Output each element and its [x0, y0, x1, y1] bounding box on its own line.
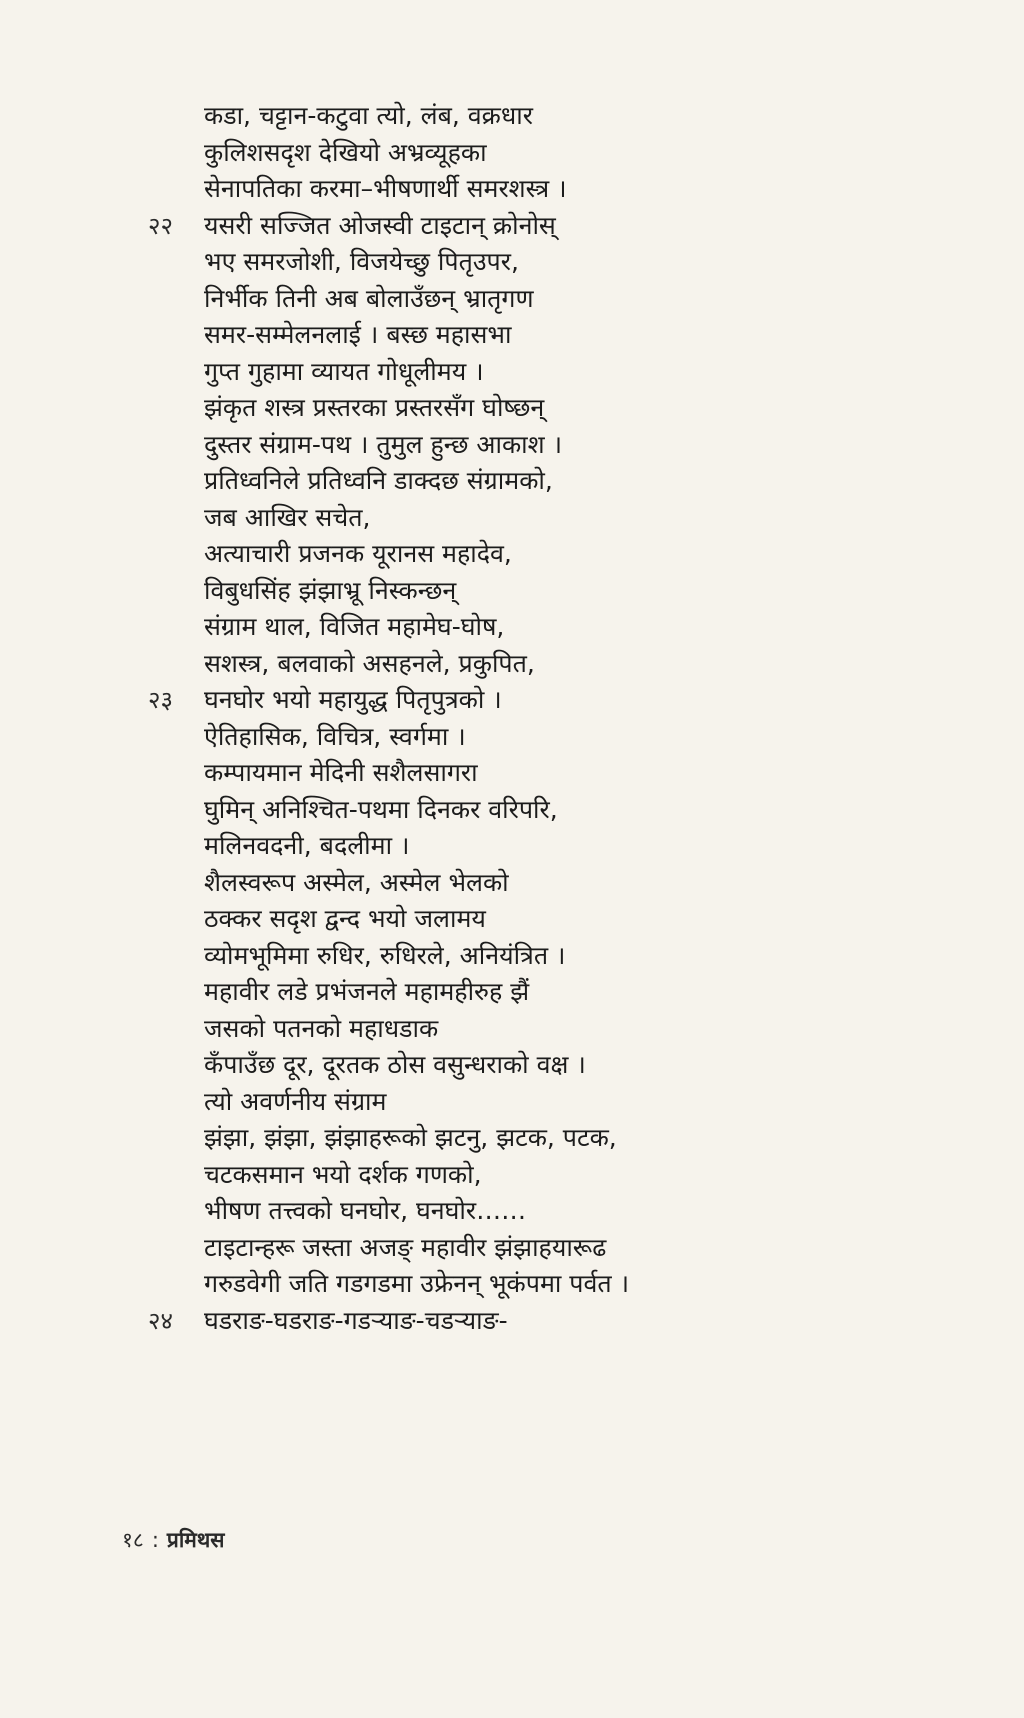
poem-line-text: ऐतिहासिक, विचित्र, स्वर्गमा । [204, 721, 466, 751]
poem-line-text: समर-सम्मेलनलाई । बस्छ महासभा [204, 320, 512, 349]
poem-line [0, 1157, 1024, 1194]
poem-body [0, 98, 1024, 1339]
footer-separator: : [151, 1528, 159, 1552]
poem-line-text: घडराङ-घडराङ-गडऱ्याङ-चडऱ्याङ- [204, 1305, 508, 1335]
poem-line [0, 901, 1024, 938]
poem-line-text: घनघोर भयो महायुद्ध पितृपुत्रको । [204, 685, 502, 714]
poem-line [0, 317, 1024, 354]
poem-line-text: घुमिन् अनिश्चित-पथमा दिनकर वरिपरि, [204, 794, 558, 824]
poem-line-text: भीषण तत्त्वको घनघोर, घनघोर…… [204, 1196, 527, 1225]
poem-line-text: मलिनवदनी, बदलीमा । [204, 831, 410, 860]
poem-line-text: निर्भीक तिनी अब बोलाउँछन् भ्रातृगण [204, 283, 534, 313]
poem-line-text: कम्पायमान मेदिनी सशैलसागरा [204, 758, 478, 787]
poem-line [0, 938, 1024, 975]
poem-line-text: महावीर लडे प्रभंजनले महामहीरुह झैं [204, 977, 530, 1006]
poem-line [0, 536, 1024, 573]
poem-line-text: यसरी सज्जित ओजस्वी टाइटान् क्रोनोस् [204, 210, 556, 240]
poem-line [0, 755, 1024, 792]
poem-line [0, 1047, 1024, 1084]
poem-line [0, 573, 1024, 610]
poem-line-text: सशस्त्र, बलवाको असहनले, प्रकुपित, [204, 648, 535, 678]
poem-line-text: कँपाउँछ दूर, दूरतक ठोस वसुन्धराको वक्ष । [204, 1050, 586, 1079]
poem-line [0, 1230, 1024, 1267]
poem-line-text: टाइटान्हरू जस्ता अजङ् महावीर झंझाहयारूढ [204, 1232, 607, 1262]
poem-line-text: संग्राम थाल, विजित महामेघ-घोष, [204, 612, 505, 641]
page-footer [122, 1525, 224, 1555]
poem-line [0, 865, 1024, 902]
page-number: १८ [122, 1528, 144, 1552]
poem-line [0, 609, 1024, 646]
verse-number: २२ [148, 211, 173, 240]
poem-line [0, 208, 1024, 245]
poem-line-text: अत्याचारी प्रजनक यूरानस महादेव, [204, 539, 512, 568]
poem-line [0, 1193, 1024, 1230]
poem-line [0, 646, 1024, 683]
book-title: प्रमिथस [166, 1528, 225, 1552]
verse-number: २३ [148, 686, 173, 714]
poem-line [0, 792, 1024, 829]
poem-line-text: सेनापतिका करमा–भीषणार्थी समरशस्त्र । [204, 174, 567, 203]
poem-line [0, 171, 1024, 208]
poem-line [0, 682, 1024, 719]
poem-line [0, 719, 1024, 756]
poem-line [0, 281, 1024, 318]
poem-line [0, 1084, 1024, 1121]
poem-line [0, 354, 1024, 391]
verse-number: २४ [148, 1306, 173, 1335]
poem-line [0, 1266, 1024, 1303]
poem-line-text: दुस्तर संग्राम-पथ । तुमुल हुन्छ आकाश । [204, 429, 563, 459]
poem-line-text: त्यो अवर्णनीय संग्राम [204, 1086, 387, 1116]
poem-line [0, 1011, 1024, 1048]
poem-line-text: जब आखिर सचेत, [204, 502, 371, 532]
poem-line [0, 244, 1024, 281]
poem-line-text: झंझा, झंझा, झंझाहरूको झटनु, झटक, पटक, [204, 1123, 617, 1152]
poem-line-text: कुलिशसदृश देखियो अभ्रव्यूहका [204, 137, 487, 167]
poem-line-text: गरुडवेगी जति गडगडमा उफ्रेनन् भूकंपमा पर्वत । [204, 1269, 630, 1298]
poem-line-text: चटकसमान भयो दर्शक गणको, [204, 1159, 482, 1189]
poem-line-text: झंकृत शस्त्र प्रस्तरका प्रस्तरसँग घोष्छन् [204, 393, 545, 422]
poem-line [0, 1303, 1024, 1340]
poem-line-text: ठक्कर सदृश द्वन्द भयो जलामय [204, 904, 486, 933]
poem-line [0, 828, 1024, 865]
poem-line [0, 1120, 1024, 1157]
poem-line [0, 463, 1024, 500]
poem-line-text: गुप्त गुहामा व्यायत गोधूलीमय । [204, 356, 484, 386]
poem-line [0, 974, 1024, 1011]
poem-line [0, 390, 1024, 427]
poem-line-text: शैलस्वरूप अस्मेल, अस्मेल भेलको [204, 867, 509, 897]
poem-line-text: कडा, चट्टान-कटुवा त्यो, लंब, वक्रधार [204, 101, 533, 130]
poem-line-text: व्योमभूमिमा रुधिर, रुधिरले, अनियंत्रित । [204, 940, 566, 970]
poem-line [0, 135, 1024, 172]
poem-line [0, 427, 1024, 464]
poem-line-text: विबुधसिंह झंझाभ्रू निस्कन्छन् [204, 575, 457, 605]
poem-line-text: प्रतिध्वनिले प्रतिध्वनि डाक्दछ संग्रामको, [204, 466, 553, 495]
poem-line-text: भए समरजोशी, विजयेच्छु पितृउपर, [204, 247, 519, 276]
poem-line [0, 98, 1024, 135]
poem-line-text: जसको पतनको महाधडाक [204, 1013, 439, 1043]
poem-line [0, 500, 1024, 537]
